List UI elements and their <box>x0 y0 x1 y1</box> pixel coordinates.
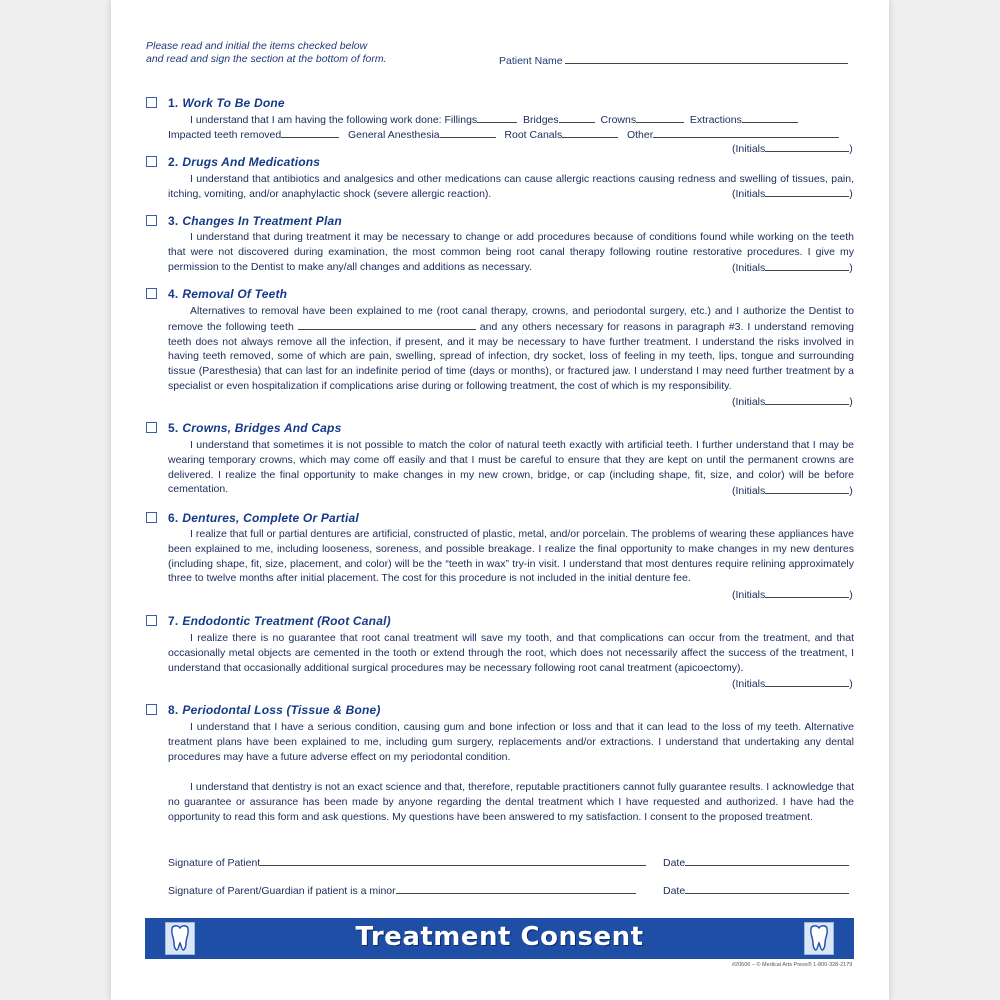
checkbox-removal-of-teeth[interactable] <box>146 288 157 299</box>
initials-field-4[interactable]: (Initials ) <box>732 396 853 408</box>
guardian-date-line[interactable] <box>685 883 849 894</box>
work-item-bridges: Bridges <box>523 114 559 126</box>
tooth-icon <box>804 922 834 955</box>
initials-field-5[interactable]: (Initials ) <box>732 485 853 497</box>
instructions-line-2: and read and sign the section at the bottom of form. <box>146 53 387 65</box>
work-item-impacted: Impacted teeth removed <box>168 129 282 141</box>
section-4-body: Alternatives to removal have been explained to me (root canal therapy, crowns, and periodontal surgery, etc.) and I authorize the Dentist to remove the following teeth and any others necessary for reasons in paragraph #3. I understand removing teeth does not always remove all the infection, if present, and it may be necessary to have further treatment. I understand the risks involved in having teeth removed, some of which are pain, swelling, spread of infection, dry socket, loss of feeling in my teeth, lips, tongue and surrounding tissue (Paresthesia) that can last for an indefinite period of time (days or months), or fractured jaw. I understand I may need further treatment by a specialist or even hospitalization if complications arise during or following treatment, the cost of which is my responsibility. <box>168 305 855 392</box>
work-item-crowns: Crowns <box>600 114 637 126</box>
section-5-title: 5. Crowns, Bridges And Caps <box>168 421 342 435</box>
section-7-body: I realize there is no guarantee that root canal treatment will save my tooth, and that complications can occur from the treatment, and that occasionally metal objects are cemented in the tooth or extend through the root, which does not necessarily affect the success of the treatment, I understand that occasionally additional surgical procedures may be necessary following root canal treatment (apicoectomy). <box>168 632 854 674</box>
title-banner <box>145 918 854 959</box>
work-item-other: Other <box>626 129 654 141</box>
guardian-signature-label: Signature of Parent/Guardian if patient is a minor <box>168 885 396 897</box>
initials-field-2[interactable]: (Initials ) <box>732 188 853 200</box>
form-title: Treatment Consent <box>355 922 644 952</box>
section-3-body: I understand that during treatment it may be necessary to change or add procedures because of conditions found while working on the teeth that were not discovered during examination, the most common being root canal therapy following routine restorative procedures. I give my permission to the Dentist to make any/all changes and additions as necessary. <box>168 231 854 273</box>
initials-field-7[interactable]: (Initials ) <box>732 678 853 690</box>
guardian-signature-field[interactable] <box>168 883 636 897</box>
section-6-body: I realize that full or partial dentures are artificial, constructed of plastic, metal, and/or porcelain. The problems of wearing these appliances have been explained to me, including looseness, soreness, and possible breakage. I realize the final opportunity to make changes in my new dentures (including shape, fit, size, placement, and color) will be the “teeth in wax” try-in visit. I understand that most dentures require relining approximately three to twelve months after initial placement. The cost for this procedure is not included in the initial denture fee. <box>168 528 854 585</box>
section-1-row-2 <box>168 127 854 143</box>
checkbox-dentures[interactable] <box>146 512 157 523</box>
work-item-fillings: Fillings <box>444 114 478 126</box>
anesthesia-blank[interactable] <box>440 127 496 138</box>
initials-field-6[interactable]: (Initials ) <box>732 589 853 601</box>
patient-name-line[interactable] <box>565 53 848 64</box>
section-1-row-1: I understand that I am having the following work done: Fillings Bridges Crowns Extractions <box>168 112 854 128</box>
patient-signature-field[interactable] <box>168 855 646 869</box>
checkbox-changes-treatment-plan[interactable] <box>146 215 157 226</box>
instructions-line-1: Please read and initial the items checked below <box>146 40 368 52</box>
patient-signature-label: Signature of Patient <box>168 857 261 869</box>
patient-date-label: Date <box>663 857 686 869</box>
checkbox-work-to-be-done[interactable] <box>146 97 157 108</box>
section-5-body: I understand that sometimes it is not possible to match the color of natural teeth exactly with artificial teeth. I further understand that I may be wearing temporary crowns, which may come off easily and that I must be careful to ensure that they are kept on until the permanent crowns are delivered. I realize the final opportunity to make changes in my new crown, bridge, or cap (including shape, fit, size, and color) will be before cementation. <box>168 439 854 496</box>
section-2-body: I understand that antibiotics and analgesics and other medications can cause allergic reactions causing redness and swelling of tissues, pain, itching, vomiting, and/or anaphylactic shock (severe allergic reaction). <box>168 173 854 200</box>
instructions <box>146 40 476 66</box>
footer-publisher-code: #20606 – © Medical Arts Press® 1-800-328-2179 <box>732 962 853 968</box>
checkbox-endodontic-treatment[interactable] <box>146 615 157 626</box>
section-2-title: 2. Drugs And Medications <box>168 155 321 169</box>
work-item-anesthesia: General Anesthesia <box>348 129 440 141</box>
fillings-blank[interactable] <box>477 112 517 123</box>
section-7-title: 7. Endodontic Treatment (Root Canal) <box>168 614 391 628</box>
closing-statement: I understand that dentistry is not an exact science and that, therefore, reputable practitioners cannot fully guarantee results. I acknowledge that no guarantee or assurance has been made by anyone regarding the dental treatment which I have requested and authorized. I have had the opportunity to read this form and ask questions. My questions have been answered to my satisfaction. I consent to the proposed treatment. <box>168 781 854 823</box>
root-canals-blank[interactable] <box>562 127 618 138</box>
patient-name-field[interactable] <box>499 53 848 67</box>
patient-signature-line[interactable] <box>260 855 646 866</box>
guardian-date-field[interactable] <box>663 883 849 897</box>
extractions-blank[interactable] <box>742 112 798 123</box>
impacted-blank[interactable] <box>281 127 339 138</box>
section-8-body: I understand that I have a serious condition, causing gum and bone infection or loss and that it can lead to the loss of my teeth. Alternative treatment plans have been explained to me, including gum surgery, replacements and/or extractions. I understand that undertaking any dental procedures may have a future adverse effect on my periodontal condition. <box>168 721 854 763</box>
section-1-title: 1. Work To Be Done <box>168 96 285 110</box>
patient-date-field[interactable] <box>663 855 849 869</box>
guardian-signature-line[interactable] <box>396 883 636 894</box>
crowns-blank[interactable] <box>636 112 684 123</box>
section-8-title: 8. Periodontal Loss (Tissue & Bone) <box>168 703 381 717</box>
other-blank[interactable] <box>653 127 839 138</box>
section-6-title: 6. Dentures, Complete Or Partial <box>168 511 359 525</box>
bridges-blank[interactable] <box>559 112 595 123</box>
checkbox-periodontal-loss[interactable] <box>146 704 157 715</box>
work-item-root-canals: Root Canals <box>504 129 563 141</box>
guardian-date-label: Date <box>663 885 686 897</box>
teeth-to-remove-blank[interactable] <box>298 319 476 330</box>
checkbox-drugs-medications[interactable] <box>146 156 157 167</box>
initials-field-3[interactable]: (Initials ) <box>732 262 853 274</box>
patient-date-line[interactable] <box>685 855 849 866</box>
checkbox-crowns-bridges-caps[interactable] <box>146 422 157 433</box>
initials-field-1[interactable]: (Initials ) <box>732 143 853 155</box>
patient-name-label: Patient Name <box>499 55 563 67</box>
section-4-title: 4. Removal Of Teeth <box>168 287 288 301</box>
section-3-title: 3. Changes In Treatment Plan <box>168 214 342 228</box>
work-item-extractions: Extractions <box>689 114 742 126</box>
